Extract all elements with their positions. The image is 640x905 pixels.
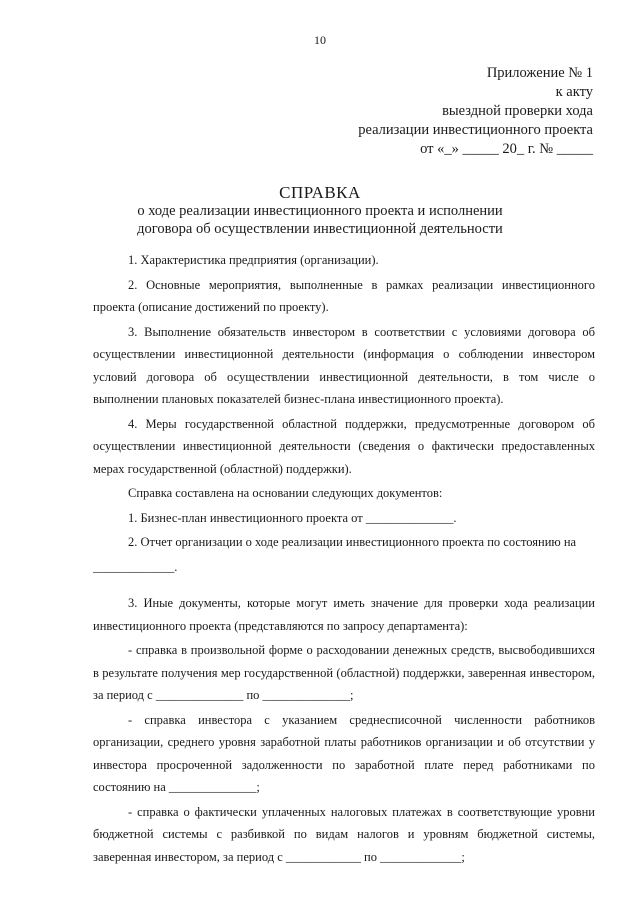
paragraph-report: 2. Отчет организации о ходе реализации инвестиционного проекта по состоянию на	[128, 535, 577, 549]
paragraph-main-activities: 2. Основные мероприятия, выполненные в рамках реализации инвестиционного проекта (описание достижений по проекту).	[93, 277, 595, 314]
paragraph-documents-basis: Справка составлена на основании следующих документов:	[128, 486, 443, 500]
paragraph-tax-certificate: - справка о фактически уплаченных налоговых платежах в соответствующие уровни бюджетной системы с разбивкой по видам налогов и уровням бюджетной системы, заверенная инвестором, за период с ____________ по _____________;	[93, 804, 595, 864]
paragraph-business-plan: 1. Бизнес-план инвестиционного проекта от ______________.	[128, 510, 457, 525]
appendix-line: к акту	[555, 84, 593, 100]
document-subtitle	[0, 202, 640, 238]
paragraph-characteristics: 1. Характеристика предприятия (организации).	[128, 253, 379, 267]
appendix-block	[358, 64, 593, 159]
appendix-line: реализации инвестиционного проекта	[358, 122, 593, 138]
page-number: 10	[314, 33, 326, 47]
subtitle-line: о ходе реализации инвестиционного проекта и исполнении	[137, 203, 503, 219]
document-body	[93, 249, 595, 870]
paragraph-obligations: 3. Выполнение обязательств инвестором в соответствии с условиями договора об осуществлении инвестиционной деятельности (информация о соблюдении инвестором условий договора об осуществлении инвестиционной деятельности, в том числе о выполнении плановых показателей бизнес-плана инвестиционного проекта).	[93, 324, 595, 406]
paragraph-spending-certificate: - справка в произвольной форме о расходовании денежных средств, высвободившихся в результате получения мер государственной (областной) поддержки, заверенная инвестором, за период с ______________ по ______________;	[93, 643, 595, 702]
paragraph-employees-certificate: - справка инвестора с указанием среднесписочной численности работников организации, среднего уровня заработной платы работников организации и об отсутствии у инвестора просроченной задолженности по заработной плате перед работниками по состоянию на ______________;	[93, 712, 595, 794]
subtitle-line: договора об осуществлении инвестиционной деятельности	[137, 221, 503, 237]
paragraph-support-measures: 4. Меры государственной областной поддержки, предусмотренные договором об осуществлении инвестиционной деятельности (сведения о фактически предоставленных мерах государственной (областной) поддержки).	[93, 416, 595, 476]
appendix-line: от «_» _____ 20_ г. № _____	[420, 141, 593, 157]
document-title: СПРАВКА	[279, 183, 361, 202]
paragraph-other-documents: 3. Иные документы, которые могут иметь значение для проверки хода реализации инвестиционного проекта (представляются по запросу департамента):	[93, 596, 595, 633]
appendix-line: Приложение № 1	[486, 65, 593, 81]
appendix-line: выездной проверки хода	[442, 103, 593, 119]
paragraph-report-date: _____________.	[93, 559, 178, 574]
